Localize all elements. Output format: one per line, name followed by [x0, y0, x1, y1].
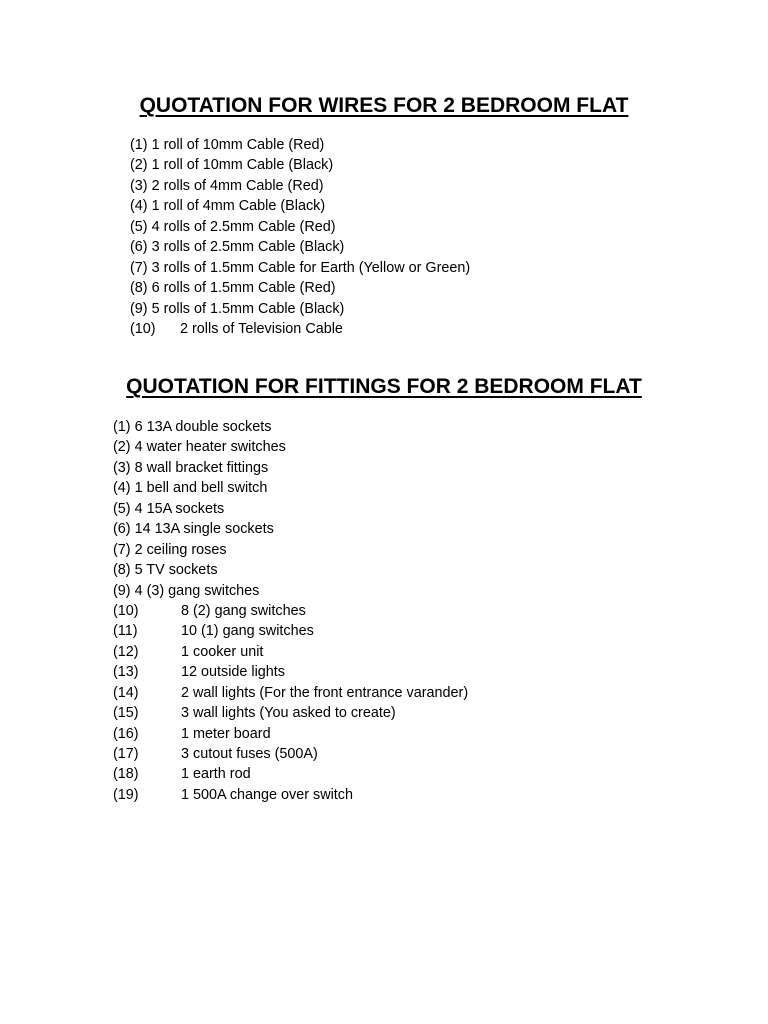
wires-list-item	[130, 237, 470, 257]
item-number: (10)	[130, 320, 156, 337]
item-number: (1)	[113, 419, 131, 435]
item-text: 1 500A change over switch	[181, 786, 353, 803]
item-text: 6 rolls of 1.5mm Cable (Red)	[151, 280, 336, 297]
item-number: (15)	[113, 705, 139, 722]
fittings-list-item	[113, 519, 468, 539]
fittings-list-item	[113, 458, 468, 478]
item-text: 4 (3) gang switches	[134, 582, 260, 599]
fittings-list-item	[113, 540, 468, 560]
fittings-list-item	[113, 437, 468, 457]
fittings-list-item	[113, 621, 468, 641]
item-number: (19)	[113, 786, 139, 803]
item-text: 5 TV sockets	[134, 562, 218, 579]
item-text: 3 rolls of 2.5mm Cable (Black)	[151, 239, 345, 256]
item-text: 2 rolls of Television Cable	[180, 320, 343, 337]
item-text: 4 rolls of 2.5mm Cable (Red)	[151, 218, 336, 235]
item-number: (14)	[113, 684, 139, 701]
item-number: (9)	[130, 300, 148, 317]
item-number: (16)	[113, 725, 139, 742]
fittings-list-item	[113, 499, 468, 519]
fittings-list-item	[113, 478, 468, 498]
item-text: 3 rolls of 1.5mm Cable for Earth (Yellow or Green)	[151, 259, 471, 276]
fittings-list-item	[113, 642, 468, 662]
wires-list-item	[130, 258, 470, 278]
item-number: (10)	[113, 602, 139, 619]
wires-list	[130, 135, 470, 339]
wires-list-item	[130, 176, 470, 196]
item-text: 1 roll of 10mm Cable (Red)	[151, 137, 325, 153]
wires-list-item	[130, 278, 470, 298]
item-number: (2)	[113, 439, 131, 456]
wires-list-item	[130, 196, 470, 216]
item-text: 1 earth rod	[181, 766, 251, 783]
item-number: (17)	[113, 746, 139, 762]
wires-list-item	[130, 217, 470, 237]
item-number: (7)	[130, 259, 148, 276]
item-number: (1)	[130, 137, 148, 153]
item-number: (11)	[113, 623, 138, 640]
item-text: 12 outside lights	[181, 664, 286, 681]
item-text: 4 water heater switches	[134, 439, 286, 456]
item-text: 10 (1) gang switches	[181, 623, 314, 640]
item-number: (18)	[113, 766, 139, 783]
item-number: (5)	[113, 500, 131, 517]
fittings-list-item	[113, 785, 468, 805]
item-text: 4 15A sockets	[134, 500, 225, 517]
item-number: (8)	[113, 562, 131, 579]
fittings-list-item	[113, 683, 468, 703]
item-number: (4)	[130, 198, 148, 215]
item-text: 1 meter board	[181, 725, 271, 742]
fittings-list-item	[113, 703, 468, 723]
fittings-list-item	[113, 560, 468, 580]
item-number: (6)	[130, 239, 148, 256]
item-text: 1 roll of 4mm Cable (Black)	[151, 198, 326, 215]
wires-list-item	[130, 299, 470, 319]
item-number: (3)	[113, 459, 131, 476]
item-text: 1 roll of 10mm Cable (Black)	[151, 157, 334, 174]
wires-list-item	[130, 319, 470, 339]
item-text: 2 wall lights (For the front entrance varander)	[181, 684, 469, 701]
item-text: 6 13A double sockets	[134, 419, 272, 435]
item-number: (2)	[130, 157, 148, 174]
fittings-heading: QUOTATION FOR FITTINGS FOR 2 BEDROOM FLAT	[126, 375, 642, 398]
item-text: 1 cooker unit	[181, 643, 264, 660]
item-text: 1 bell and bell switch	[134, 480, 268, 497]
wires-list-item	[130, 155, 470, 175]
fittings-list-item	[113, 744, 468, 764]
item-text: 8 (2) gang switches	[181, 602, 306, 619]
item-text: 2 rolls of 4mm Cable (Red)	[151, 177, 324, 194]
item-text: 5 rolls of 1.5mm Cable (Black)	[151, 300, 345, 317]
fittings-list-item	[113, 724, 468, 744]
item-text: 8 wall bracket fittings	[134, 459, 269, 476]
fittings-list-item	[113, 764, 468, 784]
item-text: 2 ceiling roses	[134, 541, 227, 558]
fittings-list-item	[113, 662, 468, 682]
item-number: (9)	[113, 582, 131, 599]
wires-heading: QUOTATION FOR WIRES FOR 2 BEDROOM FLAT	[139, 94, 629, 117]
item-text: 14 13A single sockets	[134, 521, 274, 538]
wires-list-item	[130, 135, 470, 155]
item-number: (8)	[130, 280, 148, 297]
item-number: (7)	[113, 541, 131, 558]
item-text: 3 cutout fuses (500A)	[181, 746, 318, 762]
item-number: (4)	[113, 480, 131, 497]
item-number: (6)	[113, 521, 131, 538]
fittings-list-item	[113, 417, 468, 437]
fittings-list-item	[113, 581, 468, 601]
item-number: (12)	[113, 643, 139, 660]
fittings-list-item	[113, 601, 468, 621]
item-number: (13)	[113, 664, 139, 681]
item-number: (5)	[130, 218, 148, 235]
fittings-list	[113, 417, 468, 805]
item-number: (3)	[130, 177, 148, 194]
item-text: 3 wall lights (You asked to create)	[181, 705, 396, 722]
